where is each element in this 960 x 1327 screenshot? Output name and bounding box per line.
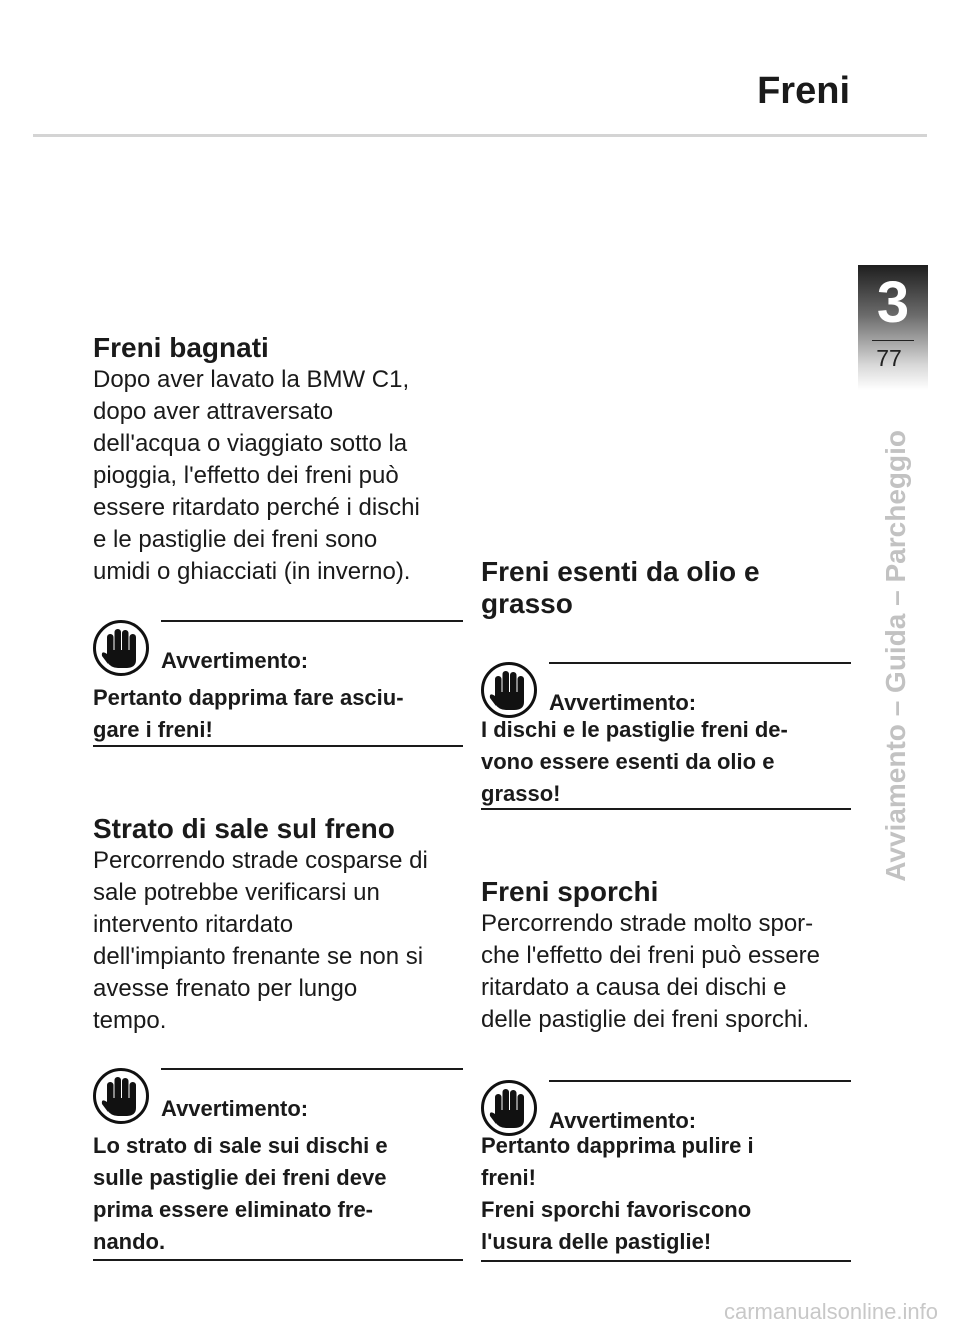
warning-box <box>93 1068 463 1263</box>
chapter-number: 3 <box>876 270 910 335</box>
warning-hand-icon <box>93 1068 149 1124</box>
section-dirty-brakes <box>481 876 851 1036</box>
section-title: Freni bagnati <box>93 332 269 363</box>
warning-label: Avvertimento: <box>161 1096 309 1121</box>
warning-label: Avvertimento: <box>549 690 697 715</box>
section-oil-free <box>481 556 851 620</box>
section-wet-brakes <box>93 332 463 588</box>
chapter-side-label <box>871 430 921 890</box>
section-salt <box>93 813 463 1037</box>
warning-hand-icon <box>93 620 149 676</box>
warning-hand-icon <box>481 662 537 718</box>
warning-text: I dischi e le pastiglie freni de- vono essere esenti da olio e grasso! <box>481 717 788 806</box>
section-title: Freni sporchi <box>481 876 659 907</box>
page-title: Freni <box>757 70 850 112</box>
warning-top-rule <box>549 1080 851 1082</box>
section-body: Percorrendo strade molto spor- che l'effetto dei freni può essere ritardato a causa dei dischi e delle pastiglie dei freni sporchi. <box>481 910 821 1033</box>
section-body: Percorrendo strade cosparse di sale potrebbe verificarsi un intervento ritardato dell'impianto frenante se non si avesse frenato per lungo tempo. <box>93 847 428 1034</box>
warning-bottom-rule <box>93 745 463 747</box>
section-body: Dopo aver lavato la BMW C1, dopo aver attraversato dell'acqua o viaggiato sotto la pioggia, l'effetto dei freni può essere ritardato perché i dischi e le pastiglie dei freni sono umidi o ghiacciati (in inverno). <box>93 366 420 585</box>
warning-box <box>93 620 463 750</box>
watermark: carmanualsonline.info <box>723 1299 938 1324</box>
warning-text: Lo strato di sale sui dischi e sulle pastiglie dei freni deve prima essere eliminato fre- nando. <box>93 1133 388 1254</box>
warning-label: Avvertimento: <box>161 648 309 673</box>
warning-top-rule <box>161 620 463 622</box>
chapter-side-label-text: Avviamento – Guida – Parcheggio <box>880 430 911 882</box>
warning-box <box>481 662 851 812</box>
warning-hand-icon <box>481 1080 537 1136</box>
warning-top-rule <box>161 1068 463 1070</box>
header-divider <box>33 134 927 137</box>
section-title: Freni esenti da olio e grasso <box>481 556 760 619</box>
chapter-divider <box>872 340 914 341</box>
warning-bottom-rule <box>481 1260 851 1262</box>
warning-bottom-rule <box>481 808 851 810</box>
warning-text: Pertanto dapprima pulire i freni! Freni sporchi favoriscono l'usura delle pastiglie! <box>481 1133 754 1254</box>
warning-box <box>481 1080 851 1265</box>
page-number: 77 <box>876 345 902 371</box>
section-title: Strato di sale sul freno <box>93 813 395 844</box>
warning-top-rule <box>549 662 851 664</box>
warning-text: Pertanto dapprima fare asciu- gare i freni! <box>93 685 404 742</box>
warning-bottom-rule <box>93 1259 463 1261</box>
warning-label: Avvertimento: <box>549 1108 697 1133</box>
chapter-tab <box>858 265 928 390</box>
